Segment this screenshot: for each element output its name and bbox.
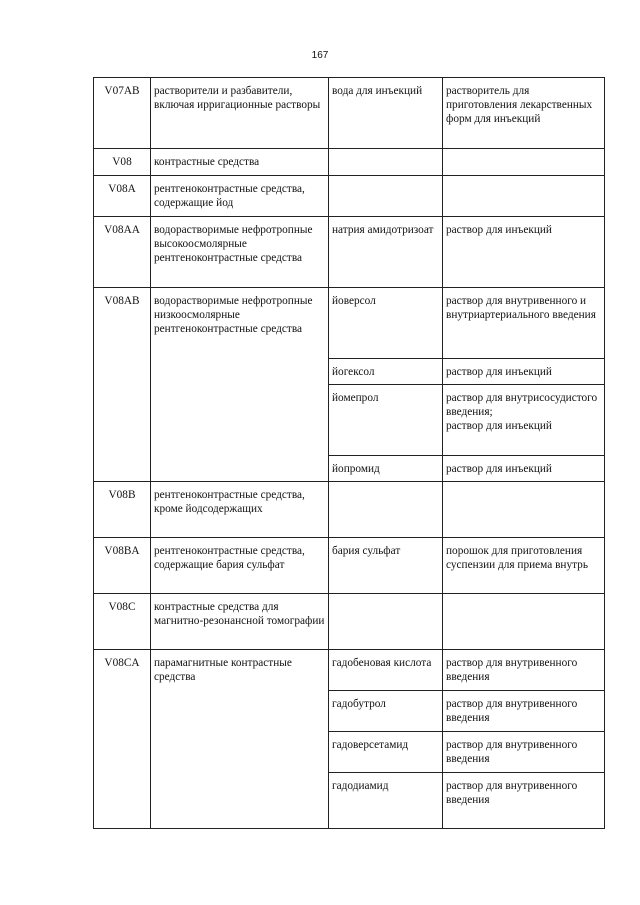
dosage-form	[443, 149, 605, 176]
group-name: рентгеноконтрастные средства, кроме йодсодержащих	[151, 482, 329, 538]
drug-name: гадодиамид	[329, 773, 443, 829]
page-number: 167	[311, 50, 329, 61]
drug-name	[329, 594, 443, 650]
dosage-form: раствор для внутривенного введения	[443, 691, 605, 732]
group-name: водорастворимые нефротропные высокоосмолярные рентгеноконтрастные средства	[151, 217, 329, 288]
drug-name	[329, 176, 443, 217]
dosage-form: раствор для инъекций	[443, 456, 605, 482]
dosage-form: порошок для приготовления суспензии для приема внутрь	[443, 538, 605, 594]
dosage-form: раствор для инъекций	[443, 359, 605, 385]
drug-name: гадобеновая кислота	[329, 650, 443, 691]
group-name: водорастворимые нефротропные низкоосмолярные рентгеноконтрастные средства	[151, 288, 329, 482]
drug-name: гадоверсетамид	[329, 732, 443, 773]
dosage-form	[443, 176, 605, 217]
group-name: рентгеноконтрастные средства, содержащие йод	[151, 176, 329, 217]
dosage-form: раствор для инъекций	[443, 217, 605, 288]
table-row	[94, 482, 605, 538]
dosage-form: раствор для внутрисосудистого введения; раствор для инъекций	[443, 385, 605, 456]
atc-code: V08	[94, 149, 151, 176]
drug-name: бария сульфат	[329, 538, 443, 594]
group-name: контрастные средства для магнитно-резонансной томографии	[151, 594, 329, 650]
table-row	[94, 288, 605, 359]
atc-code: V08AA	[94, 217, 151, 288]
drug-name: вода для инъекций	[329, 78, 443, 149]
atc-code: V08C	[94, 594, 151, 650]
drug-name	[329, 149, 443, 176]
table-row	[94, 650, 605, 691]
dosage-form: раствор для внутривенного введения	[443, 773, 605, 829]
group-name: рентгеноконтрастные средства, содержащие бария сульфат	[151, 538, 329, 594]
drug-name: йомепрол	[329, 385, 443, 456]
drug-name: йоверсол	[329, 288, 443, 359]
atc-code: V08AB	[94, 288, 151, 482]
drug-table	[93, 77, 605, 829]
group-name: парамагнитные контрастные средства	[151, 650, 329, 829]
drug-name: йогексол	[329, 359, 443, 385]
table-row	[94, 538, 605, 594]
table-row	[94, 176, 605, 217]
dosage-form	[443, 482, 605, 538]
drug-name: йопромид	[329, 456, 443, 482]
atc-code: V07AB	[94, 78, 151, 149]
drug-name	[329, 482, 443, 538]
dosage-form: раствор для внутривенного введения	[443, 650, 605, 691]
atc-code: V08BA	[94, 538, 151, 594]
table-row	[94, 217, 605, 288]
drug-name: натрия амидотризоат	[329, 217, 443, 288]
table-row	[94, 594, 605, 650]
dosage-form: раствор для внутривенного и внутриартериального введения	[443, 288, 605, 359]
dosage-form: раствор для внутривенного введения	[443, 732, 605, 773]
dosage-form: растворитель для приготовления лекарственных форм для инъекций	[443, 78, 605, 149]
atc-code: V08A	[94, 176, 151, 217]
atc-code: V08CA	[94, 650, 151, 829]
group-name: растворители и разбавители, включая ирригационные растворы	[151, 78, 329, 149]
dosage-form	[443, 594, 605, 650]
atc-code: V08B	[94, 482, 151, 538]
table-row	[94, 149, 605, 176]
group-name: контрастные средства	[151, 149, 329, 176]
table-row	[94, 78, 605, 149]
drug-name: гадобутрол	[329, 691, 443, 732]
